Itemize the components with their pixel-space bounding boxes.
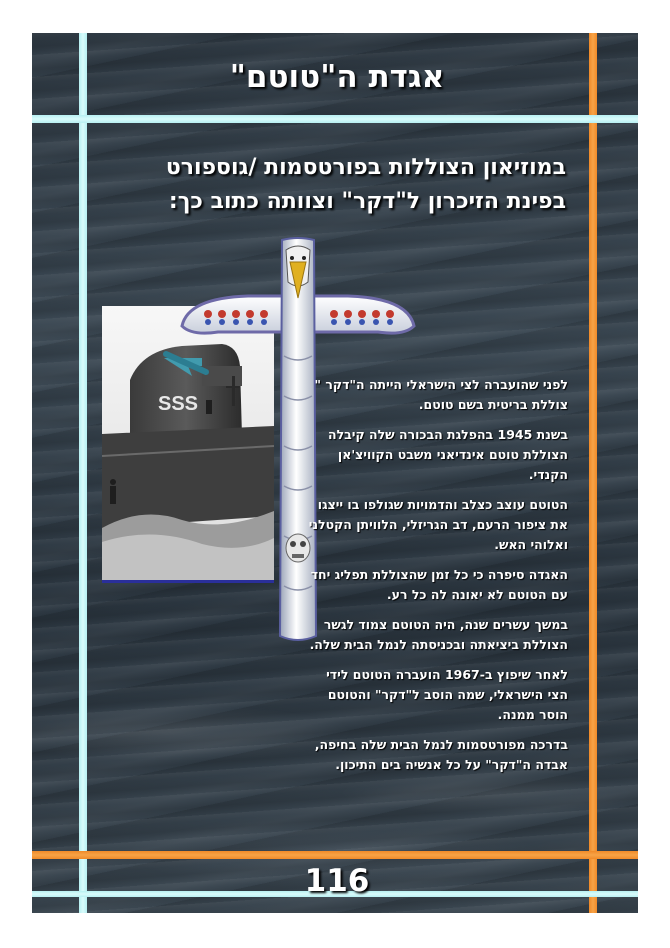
- frame-line-top-cyan: [32, 115, 638, 123]
- paragraph-2: בשנת 1945 בהפלגת הבכורה שלה קיבלה הצוללת טוטם אינדיאני משבט הקוויצ'אן הקנדי.: [328, 427, 568, 482]
- body-text: [308, 375, 568, 785]
- hull-number: SSS: [158, 393, 199, 415]
- paragraph-4: האגדה סיפרה כי כל זמן שהצוללת תפליג יחד עם הטוטם לא יאונה לה כל רע.: [310, 567, 568, 602]
- heading: [96, 151, 566, 219]
- heading-line-1: במוזיאון הצוללות בפורטסמות /גוספורט: [165, 155, 566, 180]
- frame-line-left-cyan: [79, 33, 87, 913]
- paragraph-6: לאחר שיפוץ ב-1967 הועברה הטוטם לידי הצי הישראלי, שמה הוסב ל"דקר" והטוטם הוסר ממנה.: [326, 667, 568, 722]
- page-number: 116: [304, 863, 370, 899]
- paragraph-1: לפני שהועברה לצי הישראלי הייתה ה"דקר " צוללת בריטית בשם טוטם.: [314, 377, 568, 412]
- page-title: אגדת ה"טוטם": [229, 59, 445, 95]
- heading-line-2: בפינת הזיכרון ל"דקר" וצוותה כתוב כך:: [168, 189, 566, 214]
- frame-line-bottom-orange: [32, 851, 638, 859]
- page-panel: [32, 33, 638, 913]
- paragraph-5: במשך עשרים שנה, היה הטוטם צמוד לגשר הצוללת ביציאתה ובכניסתה לנמל הבית שלה.: [309, 617, 568, 652]
- paragraph-7: בדרכה מפורטסמות לנמל הבית שלה בחיפה, אבדה ה"דקר" על כל אנשיה בים התיכון.: [314, 737, 568, 772]
- paragraph-3: הטוטם עוצב כצלב והדמויות שגולפו בו ייצגו את ציפור הרעם, דב הגריזלי, הלוויתן הקטלני ואלוהי האש.: [308, 497, 568, 552]
- frame-line-right-orange: [589, 33, 597, 913]
